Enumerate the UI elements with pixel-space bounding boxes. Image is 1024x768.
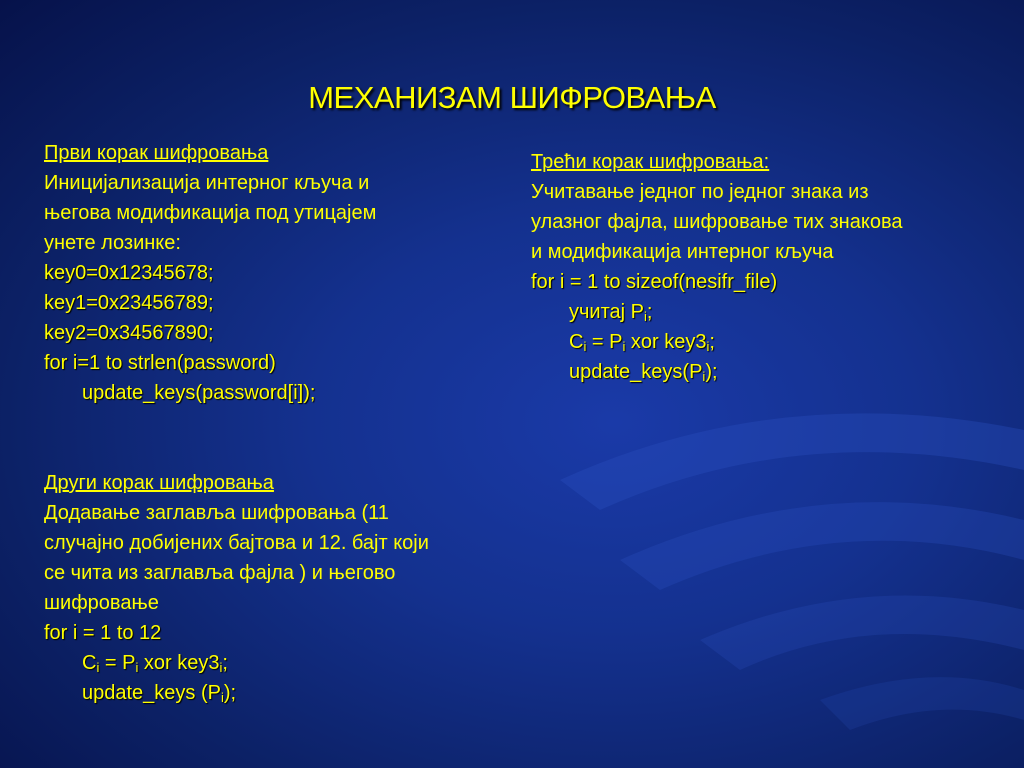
- left-column: [44, 138, 494, 708]
- subscript: i: [135, 660, 139, 675]
- step2-desc-line: шифровање: [44, 592, 159, 614]
- code-part: );: [223, 682, 237, 704]
- step2-loop: for i = 1 to 12: [44, 622, 162, 644]
- step1-code-line: key0=0x12345678;: [44, 262, 214, 284]
- subscript: i: [219, 660, 223, 675]
- subscript: i: [622, 339, 626, 354]
- code-part: C: [569, 331, 584, 353]
- subscript: i: [583, 339, 587, 354]
- code-part: update_keys(P: [569, 361, 703, 383]
- code-part: xor key3: [138, 652, 220, 674]
- code-part: ;: [646, 301, 653, 323]
- subscript: i: [220, 690, 224, 705]
- step1-heading: Први корак шифровања: [44, 142, 269, 164]
- code-part: = P: [586, 331, 623, 353]
- subscript: i: [706, 339, 710, 354]
- code-part: ;: [709, 331, 715, 353]
- step3-desc-line: Учитавање једног по једног знака из: [531, 181, 869, 203]
- code-part: C: [82, 652, 97, 674]
- slide-title: МЕХАНИЗАМ ШИФРОВАЊА: [308, 80, 716, 115]
- step3-code-xor: [531, 327, 991, 357]
- code-part: ;: [222, 652, 228, 674]
- subscript: i: [96, 660, 100, 675]
- step2-heading: Други корак шифровања: [44, 472, 274, 494]
- step2-desc-line: случајно добијених бајтова и 12. бајт који: [44, 532, 429, 554]
- step1-desc-line: унете лозинке:: [44, 232, 181, 254]
- code-part: );: [705, 361, 718, 383]
- step2-desc-line: се чита из заглавља фајла ) и његово: [44, 562, 396, 584]
- step3-desc-line: улазног фајла, шифровање тих знакова: [531, 211, 903, 233]
- subscript: i: [702, 369, 706, 384]
- step1-code-line: key1=0x23456789;: [44, 292, 214, 314]
- subscript: i: [644, 309, 647, 324]
- step1-code-line: key2=0x34567890;: [44, 322, 214, 344]
- step1-desc-line: Иницијализација интерног кључа и: [44, 172, 370, 194]
- code-part: xor key3: [625, 331, 707, 353]
- code-part: = P: [99, 652, 136, 674]
- code-part: учитај P: [569, 301, 644, 323]
- step1-code-indented: update_keys(password[i]);: [82, 382, 316, 404]
- step2-desc-line: Додавање заглавља шифровања (11: [44, 502, 389, 524]
- step2-code-xor: [44, 648, 494, 678]
- step3-heading: Трећи корак шифровања:: [531, 151, 770, 173]
- step3-code-update: [531, 357, 991, 387]
- step3-desc-line: и модификација интерног кључа: [531, 241, 834, 263]
- step1-desc-line: његова модификација под утицајем: [44, 202, 377, 224]
- step2-code-update: [44, 678, 494, 708]
- step3-loop: for i = 1 to sizeof(nesifr_file): [531, 271, 778, 293]
- right-column: [531, 147, 991, 387]
- code-part: update_keys (P: [82, 682, 221, 704]
- step3-code-read: [531, 297, 991, 327]
- step1-code-line: for i=1 to strlen(password): [44, 352, 276, 374]
